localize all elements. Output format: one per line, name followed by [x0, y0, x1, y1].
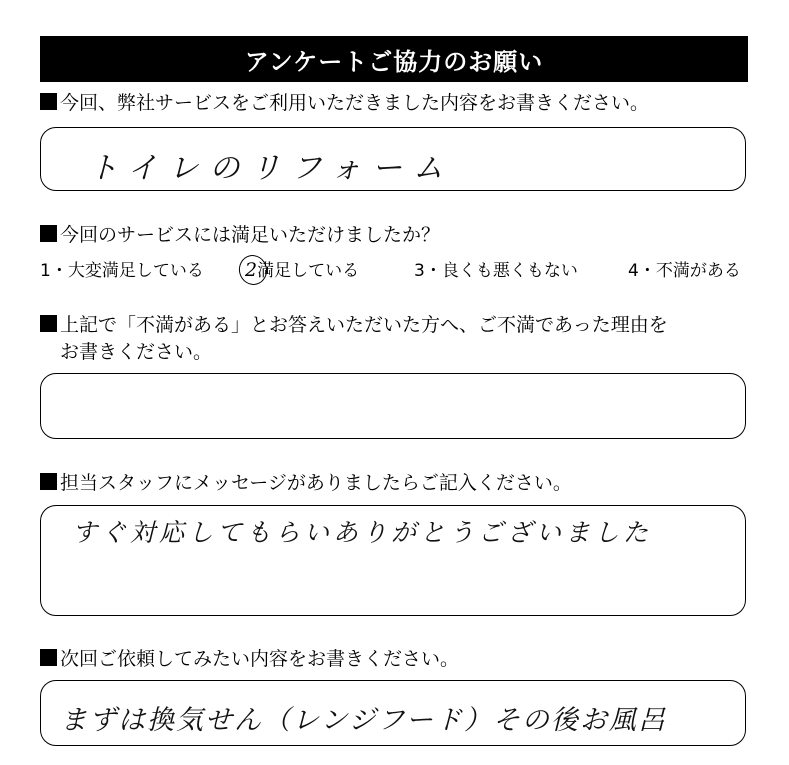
choice-2-number-circled: [245, 259, 257, 281]
choice-1-number: 1: [40, 261, 51, 281]
survey-title: アンケートご協力のお願い: [40, 36, 748, 82]
bullet-square-icon: [40, 225, 57, 242]
bullet-square-icon: [40, 93, 57, 110]
bullet-square-icon: [40, 649, 57, 666]
choice-3-label: ・良くも悪くもない: [424, 261, 578, 281]
choice-2-label: 満足している: [257, 261, 360, 281]
question-3-text-line2: お書きください。: [60, 341, 213, 363]
question-1-text: 今回、弊社サービスをご利用いただきました内容をお書きください。: [60, 92, 650, 114]
choice-2-selected[interactable]: [245, 256, 359, 281]
question-4-text: 担当スタッフにメッセージがありましたらご記入ください。: [60, 472, 572, 494]
choice-4-label: ・不満がある: [638, 261, 741, 281]
choice-1[interactable]: [40, 256, 204, 281]
choice-4-number: 4: [628, 261, 639, 281]
question-1: [40, 90, 649, 117]
satisfaction-choices: [40, 256, 750, 282]
bullet-square-icon: [40, 473, 57, 490]
answer-4-text: すぐ対応してもらいありがとうございました: [72, 518, 653, 547]
question-3-text-line1: 上記で「不満がある」とお答えいただいた方へ、ご不満であった理由を: [60, 314, 668, 336]
answer-5-text: まずは換気せん（レンジフード）その後お風呂: [60, 705, 667, 736]
question-4: [40, 470, 572, 497]
choice-3[interactable]: [414, 256, 578, 281]
question-5-text: 次回ご依頼してみたい内容をお書きください。: [60, 648, 460, 670]
question-2-text: 今回のサービスには満足いただけましたか？: [60, 224, 441, 246]
choice-2-number: 2: [245, 259, 258, 281]
question-3: [40, 312, 668, 366]
answer-1-text: トイレのリフォーム: [88, 151, 454, 186]
choice-3-number: 3: [414, 261, 425, 281]
answer-3-box[interactable]: [40, 373, 746, 439]
selection-circle-icon: [236, 252, 271, 288]
choice-1-label: ・大変満足している: [50, 261, 204, 281]
bullet-square-icon: [40, 315, 57, 332]
question-5: [40, 646, 459, 673]
choice-4[interactable]: [628, 256, 741, 281]
question-2: [40, 222, 440, 249]
